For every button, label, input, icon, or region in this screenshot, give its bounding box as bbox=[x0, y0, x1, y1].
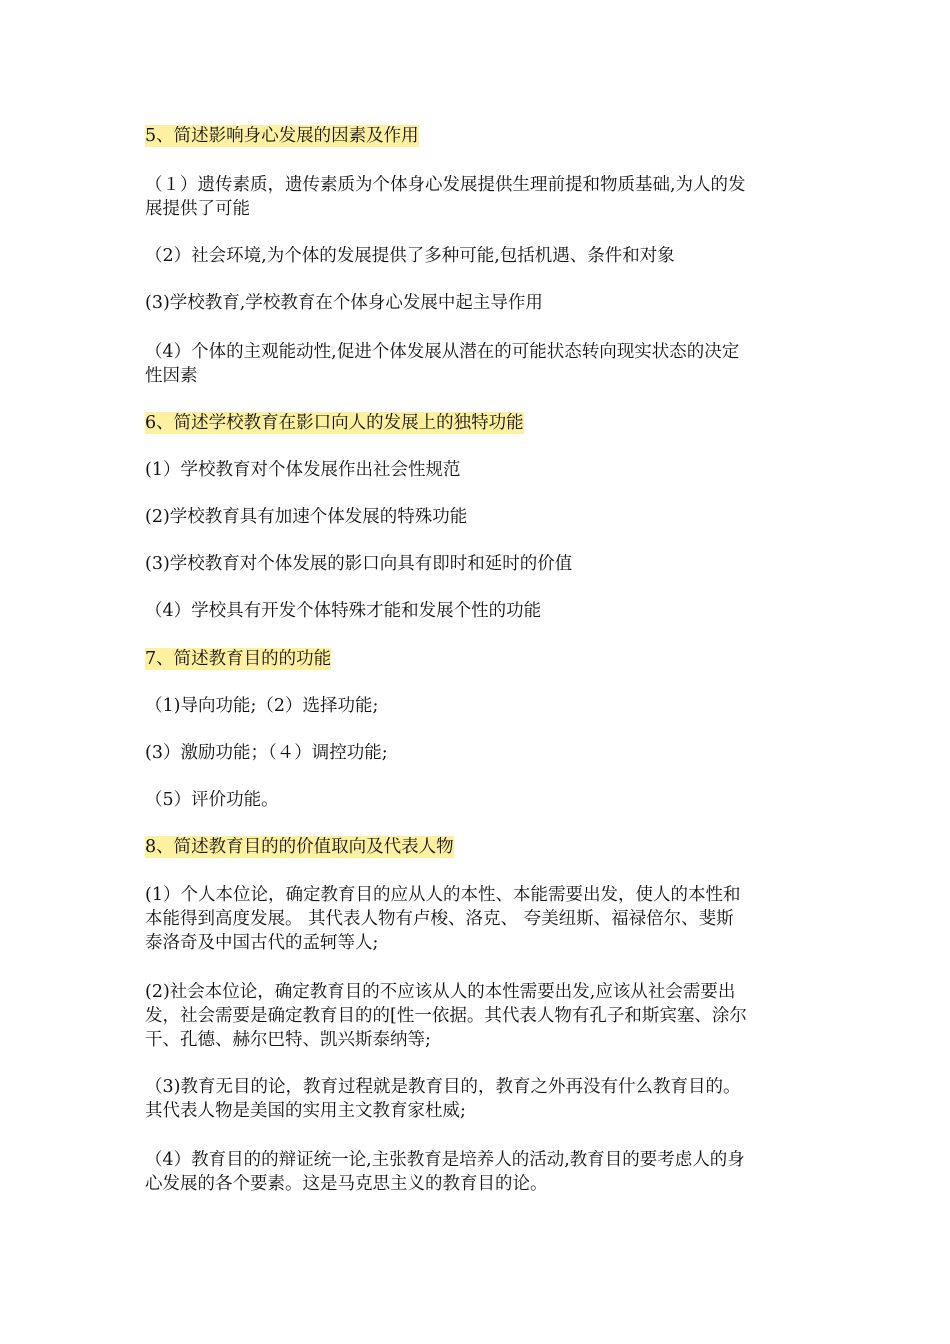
paragraph-line: (2)社会本位论，确定教育目的不应该从人的本性需要出发,应该从社会需要出 bbox=[145, 982, 736, 1002]
paragraph-line: （2）社会环境,为个体的发展提供了多种可能,包括机遇、条件和对象 bbox=[145, 246, 675, 266]
paragraph-line: 泰洛奇及中国古代的孟轲等人; bbox=[145, 933, 379, 953]
paragraph-line: (1）个人本位论，确定教育目的应从人的本性、本能需要出发，使人的本性和 bbox=[145, 885, 741, 905]
heading-text: 5、简述影响身心发展的因素及作用 bbox=[145, 126, 419, 146]
paragraph-line: 性因素 bbox=[145, 366, 198, 386]
heading-text: 7、简述教育目的的功能 bbox=[145, 649, 332, 669]
paragraph-line: 展提供了可能 bbox=[145, 199, 250, 219]
paragraph-line: (2)学校教育具有加速个体发展的特殊功能 bbox=[145, 507, 468, 527]
section-heading bbox=[145, 835, 815, 859]
paragraph-line: (3)学校教育,学校教育在个体身心发展中起主导作用 bbox=[145, 293, 543, 313]
paragraph-line: 心发展的各个要素。这是马克思主义的教育目的论。 bbox=[145, 1174, 548, 1194]
paragraph-line: （4）学校具有开发个体特殊才能和发展个性的功能 bbox=[145, 601, 542, 621]
paragraph-line: 发，社会需要是确定教育目的的[性一依据。其代表人物有孔子和斯宾塞、涂尔 bbox=[145, 1006, 747, 1026]
paragraph-line: (1）学校教育对个体发展作出社会性规范 bbox=[145, 460, 461, 480]
heading-text: 6、简述学校教育在影口向人的发展上的独特功能 bbox=[145, 413, 524, 433]
paragraph-line: （4）个体的主观能动性,促进个体发展从潜在的可能状态转向现实状态的决定 bbox=[145, 342, 740, 362]
paragraph-line: 干、孔德、赫尔巴特、凯兴斯泰纳等; bbox=[145, 1030, 431, 1050]
paragraph-line: (3)学校教育对个体发展的影口向具有即时和延时的价值 bbox=[145, 554, 573, 574]
paragraph-line: 本能得到高度发展。 其代表人物有卢梭、洛克、 夸美纽斯、福禄倍尔、斐斯 bbox=[145, 909, 734, 929]
section-heading bbox=[145, 647, 815, 671]
paragraph-line: （3)教育无目的论，教育过程就是教育目的，教育之外再没有什么教育目的。 bbox=[145, 1077, 741, 1097]
section-heading bbox=[145, 124, 815, 148]
paragraph-line: (3）激励功能；（４）调控功能; bbox=[145, 743, 388, 763]
paragraph-line: （1)导向功能;（2）选择功能; bbox=[145, 696, 379, 716]
paragraph-line: （5）评价功能。 bbox=[145, 790, 279, 810]
paragraph-line: （4）教育目的的辩证统一论,主张教育是培养人的活动,教育目的要考虑人的身 bbox=[145, 1150, 745, 1170]
section-heading bbox=[145, 411, 815, 435]
paragraph-line: 其代表人物是美国的实用主文教育家杜威; bbox=[145, 1101, 466, 1121]
heading-text: 8、简述教育目的的价值取向及代表人物 bbox=[145, 837, 454, 857]
paragraph-line: （１）遗传素质，遗传素质为个体身心发展提供生理前提和物质基础,为人的发 bbox=[145, 175, 746, 195]
